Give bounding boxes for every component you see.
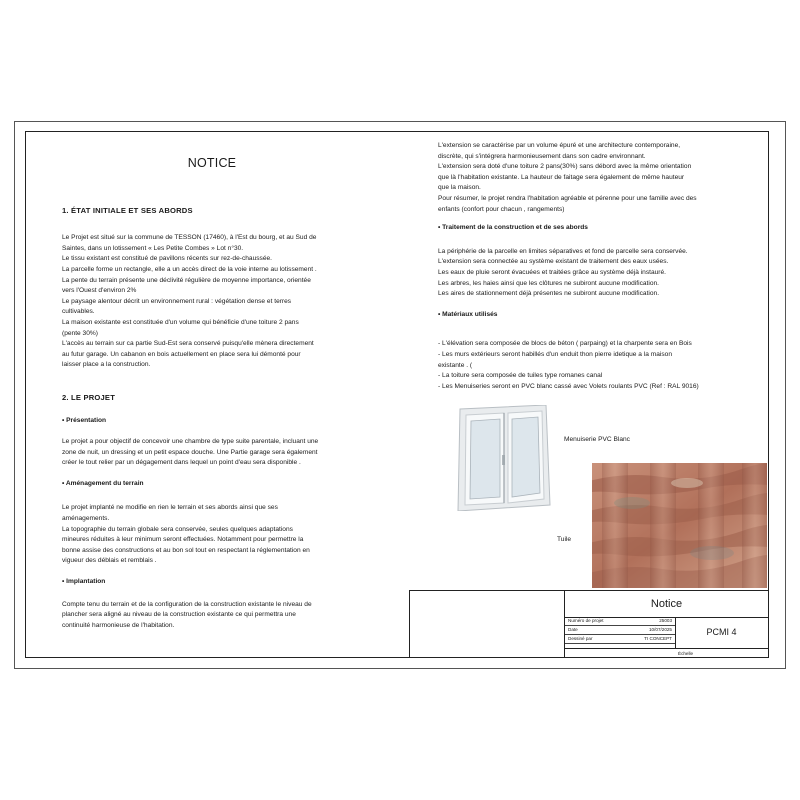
text-line: vers l'Ouest d'environ 2% xyxy=(62,287,137,295)
text-line: Le tissu existant est constitué de pavillons récents sur rez-de-chaussée. xyxy=(62,255,273,263)
presentation-body xyxy=(62,437,362,469)
implantation-heading: • Implantation xyxy=(62,578,106,586)
materiaux-heading: • Matériaux utilisés xyxy=(438,310,498,318)
row-label: Date xyxy=(568,627,578,632)
text-line: Les aires de stationnement déjà présentes ne subiront aucune modification. xyxy=(438,290,660,298)
title-block-title: Notice xyxy=(565,591,768,618)
row-value: 25003 xyxy=(659,618,672,623)
text-line: que là l'habitation existante. La hauteur de faitage sera également de même hauteur xyxy=(438,173,685,181)
text-line: (pente 30%) xyxy=(62,329,98,337)
title-block-row xyxy=(565,635,675,644)
text-line: Le projet a pour objectif de concevoir une chambre de type suite parentale, incluant une xyxy=(62,438,319,446)
text-line: Le Projet est situé sur la commune de TESSON (17460), à l'Est du bourg, et au Sud de xyxy=(62,234,317,242)
text-line: L'extension sera doté d'une toiture 2 pans(30%) sans débord avec la même orientation xyxy=(438,163,692,171)
text-line: zone de nuit, un dressing et un petit espace douche. Une Partie garage sera également xyxy=(62,448,318,456)
text-line: Pour résumer, le projet rendra l'habitation agréable et pérenne pour une famille avec des xyxy=(438,194,697,202)
sheet-code: PCMI 4 xyxy=(706,627,737,637)
title-block xyxy=(409,590,769,658)
text-line: Saintes, dans un lotissement « Les Petite Combes » Lot n°30. xyxy=(62,244,244,252)
text-line: L'extension sera connectée au système existant de traitement des eaux usées. xyxy=(438,258,669,266)
text-line: continuité harmonieuse de l'habitation. xyxy=(62,621,175,629)
left-column xyxy=(62,150,362,631)
text-line: Les arbres, les haies ainsi que les clôtures ne subiront aucune modification. xyxy=(438,279,660,287)
text-line: au futur garage. Un cabanon en bois actuellement en place sera lui démonté pour xyxy=(62,350,301,358)
text-line: cultivables. xyxy=(62,308,95,316)
text-line: plancher sera aligné au niveau de la construction existante ce qui permettra une xyxy=(62,611,296,619)
amenagement-body xyxy=(62,503,362,567)
page-title: NOTICE xyxy=(187,156,237,170)
text-line: que la maison. xyxy=(438,184,481,192)
traitement-body xyxy=(438,247,738,300)
text-line: - La toiture sera composée de tuiles type romanes canal xyxy=(438,372,603,380)
text-line: La parcelle forme un rectangle, elle a un accès direct de la voie interne au lotissement . xyxy=(62,265,317,273)
title-block-blank-cell xyxy=(410,591,565,657)
title-block-row xyxy=(565,617,675,626)
text-line: enfants (confort pour chacun , rangements) xyxy=(438,205,565,213)
text-line: Le paysage alentour décrit un environnement rural : végétation dense et terres xyxy=(62,297,292,305)
text-line: - Les Menuiseries seront en PVC blanc cassé avec Volets roulants PVC (Ref : RAL 9016) xyxy=(438,382,699,390)
text-line: discrète, qui s'intégrera harmonieusement dans son cadre environnant. xyxy=(438,152,646,160)
title-block-scale xyxy=(565,648,768,658)
text-line: mineures réduites à leur minimum seront effectuées. Notamment pour permettre la xyxy=(62,536,304,544)
row-label: Dessiné par xyxy=(568,636,593,641)
text-line: La périphérie de la parcelle en limites séparatives et fond de parcelle sera conservée. xyxy=(438,247,688,255)
text-line: créer le tout relier par un dégagement dans lequel un point d'eau sera disponible . xyxy=(62,459,301,467)
title-block-info xyxy=(565,617,676,648)
text-line: L'extension se caractérise par un volume épuré et une architecture contemporaine, xyxy=(438,142,681,149)
section-1-body xyxy=(62,233,362,371)
row-value: 10/07/2025 xyxy=(649,627,672,632)
text-line: Les eaux de pluie seront évacuées et traitées grâce au système déjà instauré. xyxy=(438,268,666,276)
text-line: existante . ( xyxy=(438,361,473,369)
amenagement-heading: • Aménagement du terrain xyxy=(62,479,144,487)
title-block-row xyxy=(565,626,675,635)
extension-intro xyxy=(438,141,738,215)
window-caption: Menuiserie PVC Blanc xyxy=(564,436,630,443)
traitement-heading: • Traitement de la construction et de ses abords xyxy=(438,224,588,232)
presentation-heading: • Présentation xyxy=(62,416,107,424)
pvc-window-image xyxy=(456,405,552,511)
implantation-body xyxy=(62,600,362,632)
materiaux-body xyxy=(438,339,738,392)
text-line: vigueur des déblais et remblais . xyxy=(62,557,157,565)
text-line: - L'élévation sera composée de blocs de béton ( parpaing) et la charpente sera en Bois xyxy=(438,340,692,348)
text-line: La topographie du terrain globale sera conservée, seules quelques adaptations xyxy=(62,525,293,533)
row-value: TI CONCEPT xyxy=(644,636,672,641)
text-line: laisser place a la construction. xyxy=(62,361,151,369)
text-line: bonne assise des constructions et au bon sol tout en respectant la réglementation en xyxy=(62,546,310,554)
section-2-heading: 2. LE PROJET xyxy=(62,392,116,402)
text-line: L'accès au terrain sur ca partie Sud-Est sera conservé puisqu'elle mènera directement xyxy=(62,340,314,348)
section-1-heading: 1. ÉTAT INITIALE ET SES ABORDS xyxy=(62,205,193,215)
text-line: - Les murs extérieurs seront habillés d'un enduit thon pierre idetique a la maison xyxy=(438,350,673,358)
roof-tile-image xyxy=(592,463,767,588)
text-line: Compte tenu du terrain et de la configuration de la construction existante le niveau de xyxy=(62,600,312,608)
text-line: aménagements. xyxy=(62,515,110,523)
row-label: Numéro de projet xyxy=(568,618,604,623)
scale-label: Échelle xyxy=(678,651,694,656)
text-line: Le projet implanté ne modifie en rien le terrain et ses abords ainsi que ses xyxy=(62,504,278,512)
right-column xyxy=(438,141,738,392)
text-line: La pente du terrain présente une déclivité régulière de moyenne importance, orientée xyxy=(62,276,311,284)
tile-caption: Tuile xyxy=(557,536,572,543)
text-line: La maison existante est constituée d'un volume qui bénéficie d'une toiture 2 pans xyxy=(62,318,299,326)
